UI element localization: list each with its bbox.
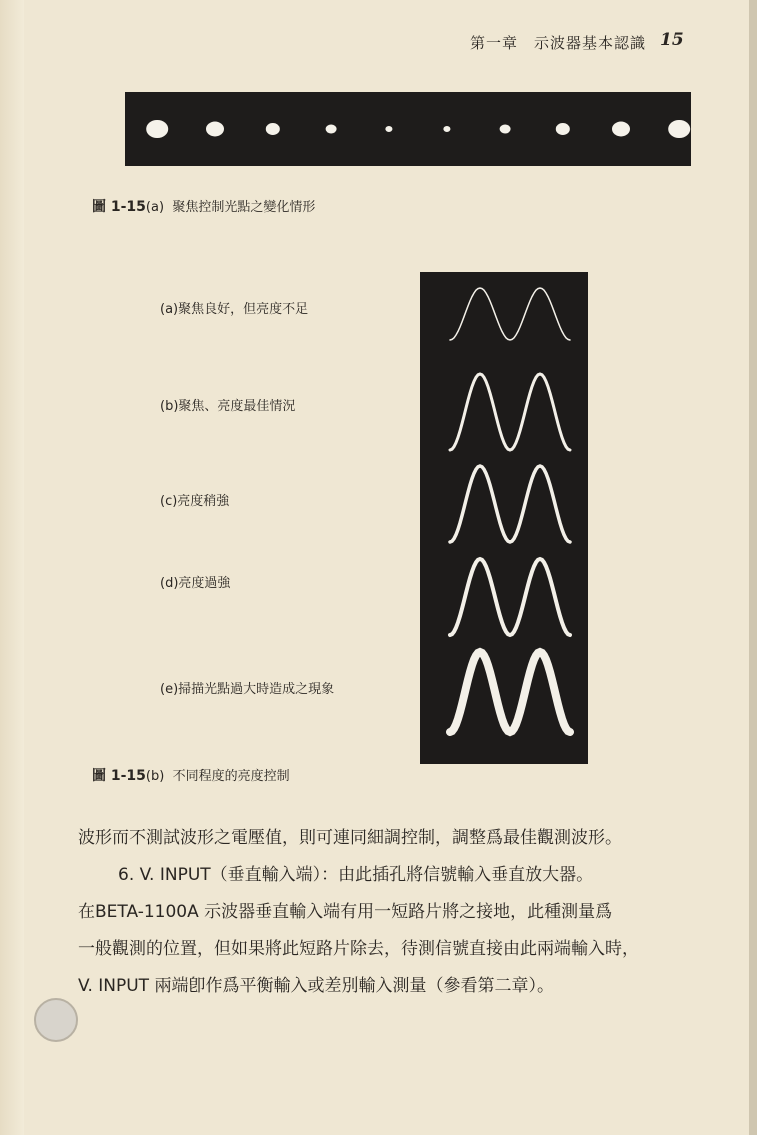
focus-spot — [668, 120, 690, 138]
body-text — [78, 820, 698, 1005]
page-edge — [749, 0, 757, 1135]
page-number: 15 — [660, 30, 684, 50]
figure-sub: (a) — [145, 200, 165, 215]
body-line: 一般觀測的位置，但如果將此短路片除去，待測信號直接由此兩端輸入時， — [78, 939, 639, 959]
punch-hole — [34, 998, 78, 1042]
figure-b-caption — [92, 765, 290, 785]
waveform-label-b: (b)聚焦、亮度最佳情況 — [160, 399, 296, 414]
figure-label: 圖 1-15 — [92, 199, 146, 215]
waveform-label-c: (c)亮度稍強 — [160, 494, 230, 509]
focus-spot — [500, 125, 511, 134]
body-line: 6. V. INPUT（垂直輸入端）：由此插孔將信號輸入垂直放大器。 — [118, 865, 594, 885]
caption-text: 聚焦控制光點之變化情形 — [172, 200, 316, 215]
figure-a-caption — [92, 196, 315, 216]
page-binding — [0, 0, 24, 1135]
focus-spot — [206, 122, 224, 137]
focus-spot — [556, 123, 570, 135]
waveform-trace — [450, 559, 570, 635]
focus-spot — [146, 120, 168, 138]
body-line: V. INPUT 兩端卽作爲平衡輸入或差別輸入測量（參看第二章）。 — [78, 976, 554, 996]
focus-spot — [326, 125, 337, 134]
waveform-label-d: (d)亮度過強 — [160, 576, 231, 591]
focus-spot — [266, 123, 280, 135]
waveform-label-e: (e)掃描光點過大時造成之現象 — [160, 682, 335, 697]
running-header: 第一章 示波器基本認識 — [470, 34, 647, 52]
focus-spots-photo — [125, 92, 691, 166]
waveform-label-a: (a)聚焦良好，但亮度不足 — [160, 302, 309, 317]
waveform-trace — [450, 652, 570, 732]
body-line: 在BETA-1100A 示波器垂直輸入端有用一短路片將之接地，此種測量爲 — [78, 902, 613, 922]
oscilloscope-waveforms-photo — [420, 272, 588, 764]
waveform-trace — [450, 374, 570, 450]
focus-spot — [443, 126, 450, 132]
focus-spot — [385, 126, 392, 132]
caption-text: 不同程度的亮度控制 — [172, 769, 290, 784]
waveform-trace — [450, 466, 570, 542]
figure-sub: (b) — [145, 769, 165, 784]
focus-spot — [612, 122, 630, 137]
body-line: 波形而不測試波形之電壓值，則可連同細調控制，調整爲最佳觀測波形。 — [78, 828, 622, 848]
waveform-trace — [450, 288, 570, 340]
figure-label: 圖 1-15 — [92, 768, 146, 784]
